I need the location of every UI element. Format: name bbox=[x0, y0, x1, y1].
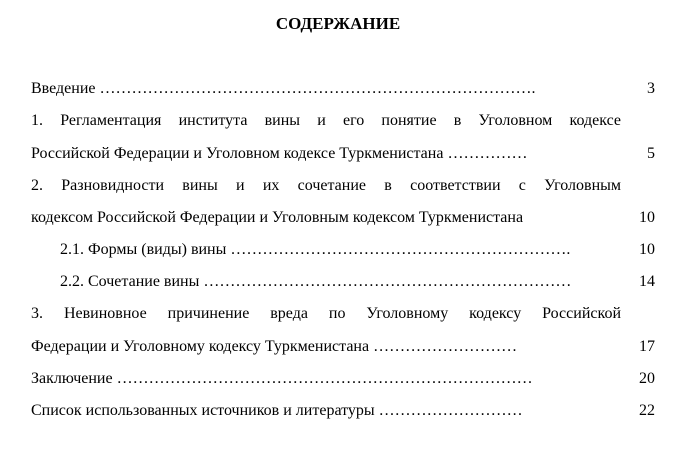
toc-entry-references: Список использованных источников и литературы ……………………… bbox=[31, 402, 523, 419]
toc-page-number: 20 bbox=[639, 370, 655, 387]
toc-page-number: 14 bbox=[639, 273, 655, 290]
toc-entry-chapter-2-line-1: 2. Разновидности вины и их сочетание в соответствии с Уголовным bbox=[31, 177, 621, 194]
toc-entry-chapter-1-line-1: 1. Регламентация института вины и его понятие в Уголовном кодексе bbox=[31, 112, 621, 129]
toc-entry-section-2-2: 2.2. Сочетание вины …………………………………………………………… bbox=[60, 273, 572, 290]
page-title: СОДЕРЖАНИЕ bbox=[275, 14, 401, 33]
toc-entry-chapter-3-line-2: Федерации и Уголовному кодексу Туркменистана ……………………… bbox=[31, 338, 518, 355]
toc-entry-chapter-1-line-2: Российской Федерации и Уголовном кодексе Туркменистана …………… bbox=[31, 145, 528, 162]
toc-page-number: 22 bbox=[639, 402, 655, 419]
toc-entry-conclusion: Заключение …………………………………………………………………… bbox=[31, 370, 533, 387]
toc-page-number: 17 bbox=[639, 338, 655, 355]
toc-entry-section-2-1: 2.1. Формы (виды) вины ………………………………………………………. bbox=[60, 241, 571, 258]
toc-entry-chapter-3-line-1: 3. Невиновное причинение вреда по Уголовному кодексу Российской bbox=[31, 305, 621, 322]
toc-page-number: 5 bbox=[647, 145, 655, 162]
toc-page-number: 10 bbox=[639, 241, 655, 258]
toc-page-number: 10 bbox=[639, 209, 655, 226]
toc-entry-chapter-2-line-2: кодексом Российской Федерации и Уголовным кодексом Туркменистана bbox=[31, 209, 524, 226]
toc-page-number: 3 bbox=[647, 80, 655, 97]
toc-entry-introduction: Введение ………………………………………………………………………. bbox=[31, 80, 536, 97]
